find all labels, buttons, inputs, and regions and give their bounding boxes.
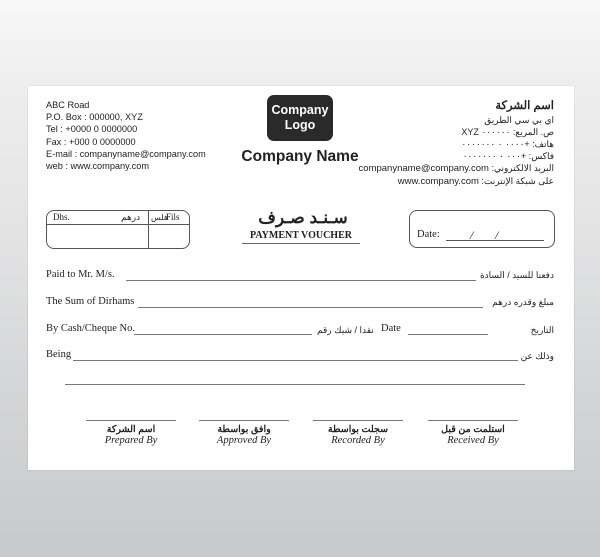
voucher-title: PAYMENT VOUCHER (242, 230, 360, 244)
amount-box (46, 210, 190, 249)
being-label-ar: وذلك عن (520, 351, 554, 361)
signature-label: Approved By (216, 435, 272, 446)
signature-label: Prepared By (104, 435, 158, 446)
company-address-en (46, 99, 206, 172)
signature-label-ar: استلمت من قبل (441, 424, 505, 435)
signature-line[interactable] (199, 420, 289, 421)
date-separator: / (470, 228, 474, 242)
logo-text-line1: Company (271, 103, 329, 117)
signature-line[interactable] (86, 420, 176, 421)
date-separator: / (495, 228, 499, 242)
being-input[interactable] (73, 360, 518, 361)
sum-label: The Sum of Dirhams (46, 296, 135, 307)
company-name-ar: اسم الشركة (495, 100, 554, 112)
address-line-ar: اي بي سي الطريق (484, 115, 554, 125)
date-label: Date: (417, 229, 440, 240)
address-line-ar (359, 162, 554, 175)
web-label-ar: على شبكة الإنترنت: (481, 176, 554, 186)
cheque-date-input[interactable] (408, 334, 488, 335)
cash-cheque-label: By Cash/Cheque No. (46, 323, 135, 334)
signature-label: Recorded By (331, 435, 385, 446)
paid-to-input[interactable] (126, 280, 476, 281)
signature-label-ar: اسم الشركة (106, 424, 156, 435)
sum-label-ar: مبلغ وقدره درهم (492, 297, 554, 307)
company-logo (267, 95, 333, 141)
paid-to-label-ar: دفعنا للسيد / السادة (479, 270, 554, 280)
signature-received-by (423, 420, 523, 446)
logo-text-line2: Logo (284, 118, 316, 132)
signature-label-ar: سجلت بواسطة (327, 424, 389, 435)
company-name: Company Name (241, 148, 359, 165)
address-line-ar (359, 175, 554, 188)
date-box (409, 210, 555, 248)
signature-line[interactable] (428, 420, 518, 421)
address-line: E-mail : companyname@company.com (46, 148, 206, 159)
payment-voucher (28, 86, 574, 470)
company-address-ar (359, 99, 554, 188)
fils-label: Fils (166, 212, 180, 222)
dhs-label: Dhs. (53, 212, 70, 222)
signature-label: Received By (447, 435, 499, 446)
date-field-label-ar: التاريخ (530, 325, 554, 335)
web-value: www.company.com (397, 176, 479, 187)
being-input-continued[interactable] (65, 384, 525, 385)
signature-line[interactable] (313, 420, 403, 421)
email-label-ar: البريد الالكتروني: (491, 163, 554, 173)
divider (148, 211, 149, 248)
address-line: Tel : +0000 0 0000000 (46, 124, 138, 135)
dhs-amount-field[interactable] (49, 227, 146, 246)
address-line-ar: ص. المربع: ٠٠٠٠٠٠ XYZ (461, 127, 554, 137)
address-line: P.O. Box : 000000, XYZ (46, 112, 143, 123)
address-line: web : www.company.com (46, 161, 149, 172)
address-line: ABC Road (46, 100, 90, 110)
dhs-label-ar: درهم (121, 212, 141, 222)
signature-label-ar: وافق بواسطة (217, 424, 271, 435)
signature-recorded-by (308, 420, 408, 446)
paid-to-label: Paid to Mr. M/s. (46, 269, 115, 280)
divider (47, 224, 189, 225)
cash-cheque-label-ar: نقدا / شيك رقم (317, 325, 374, 335)
address-line: Fax : +000 0 0000000 (46, 136, 136, 147)
voucher-title-ar: سـنـد صـرف (258, 208, 348, 227)
cheque-number-input[interactable] (134, 334, 312, 335)
address-line-ar: هاتف: +٠٠٠٠ ٠ ٠٠٠٠٠٠٠ (461, 139, 554, 149)
address-line-ar: فاكس: +٠٠٠ ٠ ٠٠٠٠٠٠٠ (462, 151, 554, 161)
fils-amount-field[interactable] (150, 227, 187, 246)
signature-prepared-by (81, 420, 181, 446)
signature-approved-by (194, 420, 294, 446)
fils-label-ar: فلس (151, 213, 168, 222)
email-value: companyname@company.com (358, 163, 489, 174)
being-label: Being (46, 349, 72, 360)
date-field-label: Date (381, 323, 401, 334)
sum-input[interactable] (138, 307, 483, 308)
